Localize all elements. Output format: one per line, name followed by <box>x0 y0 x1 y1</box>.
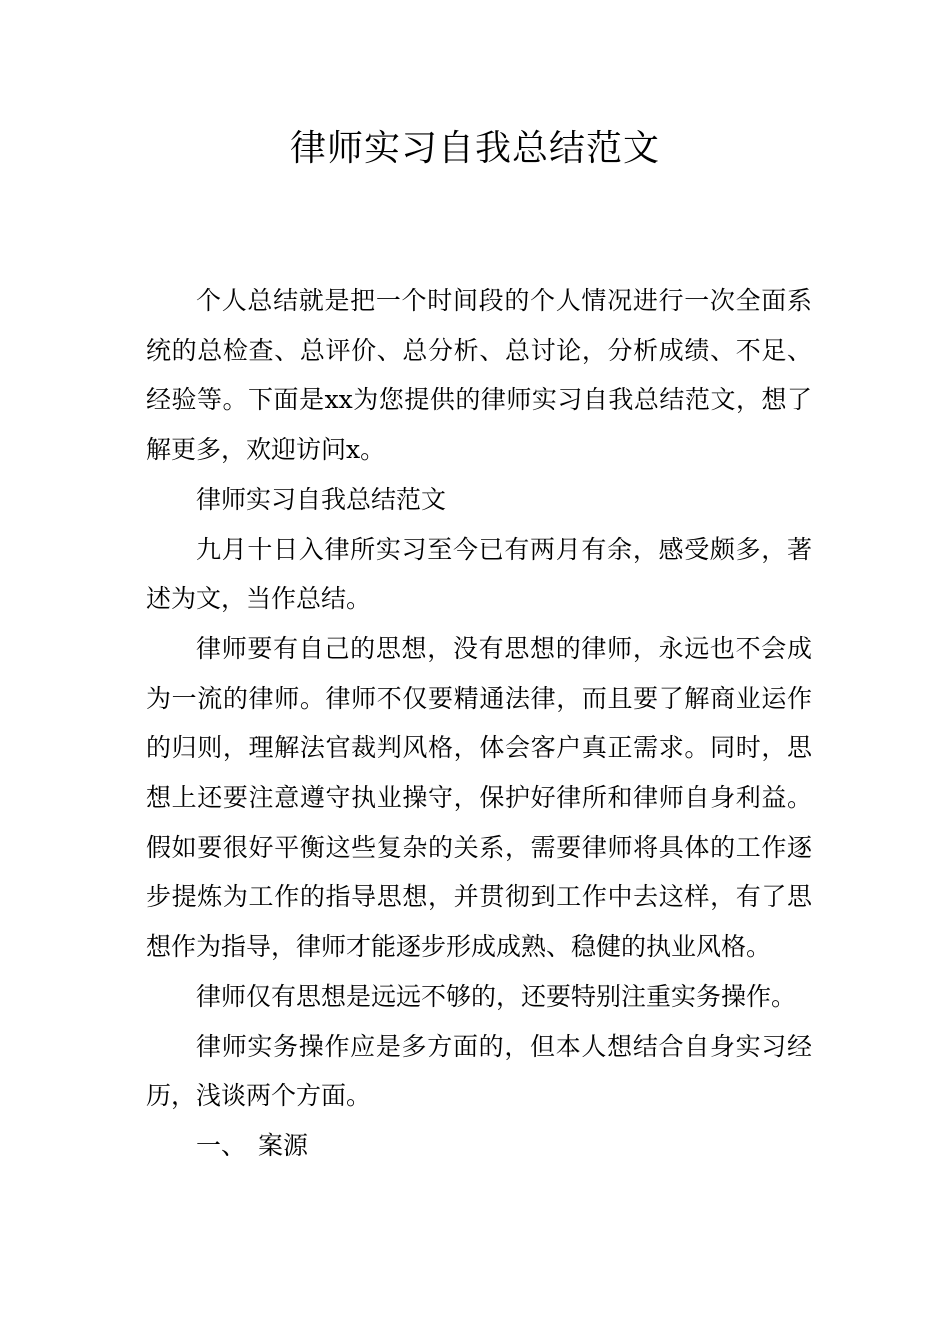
section-title: 案源 <box>258 1130 309 1160</box>
paragraph-opening: 九月十日入律所实习至今已有两月有余，感受颇多，著述为文，当作总结。 <box>146 534 812 614</box>
paragraph-thinking: 律师要有自己的思想，没有思想的律师，永远也不会成为一流的律师。律师不仅要精通法律，而且要了解商业运作的归则，理解法官裁判风格，体会客户真正需求。同时，思想上还要注意遵守执业操守，保护好律所和律师自身利益。假如要很好平衡这些复杂的关系，需要律师将具体的工作逐步提炼为工作的指导思想，并贯彻到工作中去这样，有了思想作为指导，律师才能逐步形成成熟、稳健的执业风格。 <box>146 633 812 962</box>
paragraph-practice: 律师仅有思想是远远不够的，还要特别注重实务操作。 <box>196 981 797 1011</box>
paragraph-aspects: 律师实务操作应是多方面的，但本人想结合自身实习经历，浅谈两个方面。 <box>146 1031 812 1111</box>
section-number: 一、 <box>196 1130 247 1160</box>
section-heading <box>146 1121 812 1171</box>
paragraph-subtitle: 律师实习自我总结范文 <box>196 484 447 514</box>
document-title: 律师实习自我总结范文 <box>289 128 660 169</box>
document-body <box>146 276 812 1171</box>
paragraph-intro: 个人总结就是把一个时间段的个人情况进行一次全面系统的总检查、总评价、总分析、总讨论，分析成绩、不足、经验等。下面是xx为您提供的律师实习自我总结范文，想了解更多，欢迎访问x。 <box>146 286 812 465</box>
